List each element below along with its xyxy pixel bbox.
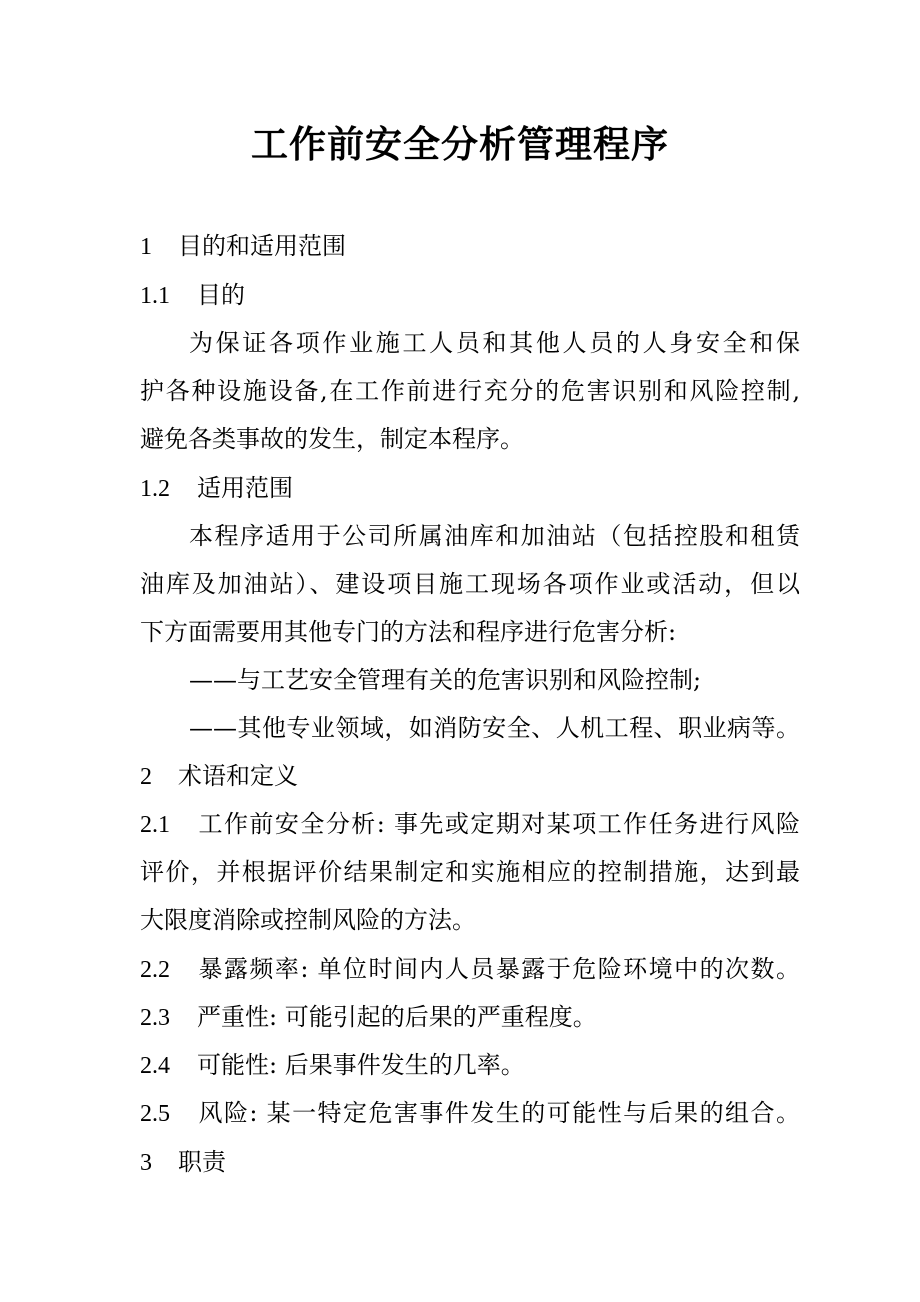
document-title: 工作前安全分析管理程序	[251, 122, 669, 166]
subsection-heading-text: 目的	[197, 281, 245, 309]
dash-list-item: ——与工艺安全管理有关的危害识别和风险控制;	[189, 666, 702, 694]
paragraph-line: 本程序适用于公司所属油库和加油站（包括控股和租赁	[189, 522, 800, 550]
section-number: 3	[140, 1150, 152, 1176]
subsection-number: 2.5	[140, 1101, 170, 1127]
definition-text: 可能性: 后果事件发生的几率。	[197, 1051, 525, 1079]
definition-text: 暴露频率: 单位时间内人员暴露于危险环境中的次数。	[197, 955, 800, 983]
paragraph-line: 评价，并根据评价结果制定和实施相应的控制措施，达到最	[140, 858, 800, 886]
section-heading-text: 术语和定义	[178, 762, 298, 790]
definition-2-3	[140, 1000, 800, 1035]
subsection-heading-1-2	[140, 471, 800, 506]
paragraph-line: 为保证各项作业施工人员和其他人员的人身安全和保	[189, 329, 800, 357]
definition-text: 风险: 某一特定危害事件发生的可能性与后果的组合。	[197, 1099, 800, 1127]
subsection-number: 2.2	[140, 957, 170, 983]
section-heading-text: 职责	[178, 1148, 226, 1176]
section-heading-2	[140, 759, 800, 794]
paragraph-line: 大限度消除或控制风险的方法。	[140, 906, 476, 934]
section-number: 1	[140, 234, 152, 260]
subsection-number: 2.1	[140, 812, 170, 838]
definition-text: 严重性: 可能引起的后果的严重程度。	[197, 1003, 597, 1031]
subsection-number: 2.3	[140, 1005, 170, 1031]
subsection-heading-1-1	[140, 278, 800, 313]
paragraph-line: 油库及加油站）、建设项目施工现场各项作业或活动，但以	[140, 570, 800, 598]
subsection-heading-text: 适用范围	[197, 474, 293, 502]
subsection-number: 1.1	[140, 283, 170, 309]
section-number: 2	[140, 764, 152, 790]
subsection-number: 1.2	[140, 476, 170, 502]
paragraph-line: 避免各类事故的发生，制定本程序。	[140, 425, 524, 453]
paragraph-line: 下方面需要用其他专门的方法和程序进行危害分析:	[140, 618, 677, 646]
definition-2-2	[140, 952, 800, 987]
definition-text: 工作前安全分析: 事先或定期对某项工作任务进行风险	[197, 810, 800, 838]
subsection-number: 2.4	[140, 1053, 170, 1079]
dash-list-item: ——其他专业领域，如消防安全、人机工程、职业病等。	[189, 714, 800, 742]
section-heading-3	[140, 1145, 800, 1180]
section-heading-text: 目的和适用范围	[178, 232, 346, 260]
definition-2-5	[140, 1096, 800, 1131]
definition-2-1	[140, 807, 800, 842]
paragraph-line: 护各种设施设备,在工作前进行充分的危害识别和风险控制,	[140, 377, 800, 405]
definition-2-4	[140, 1048, 800, 1083]
section-heading-1	[140, 229, 800, 264]
